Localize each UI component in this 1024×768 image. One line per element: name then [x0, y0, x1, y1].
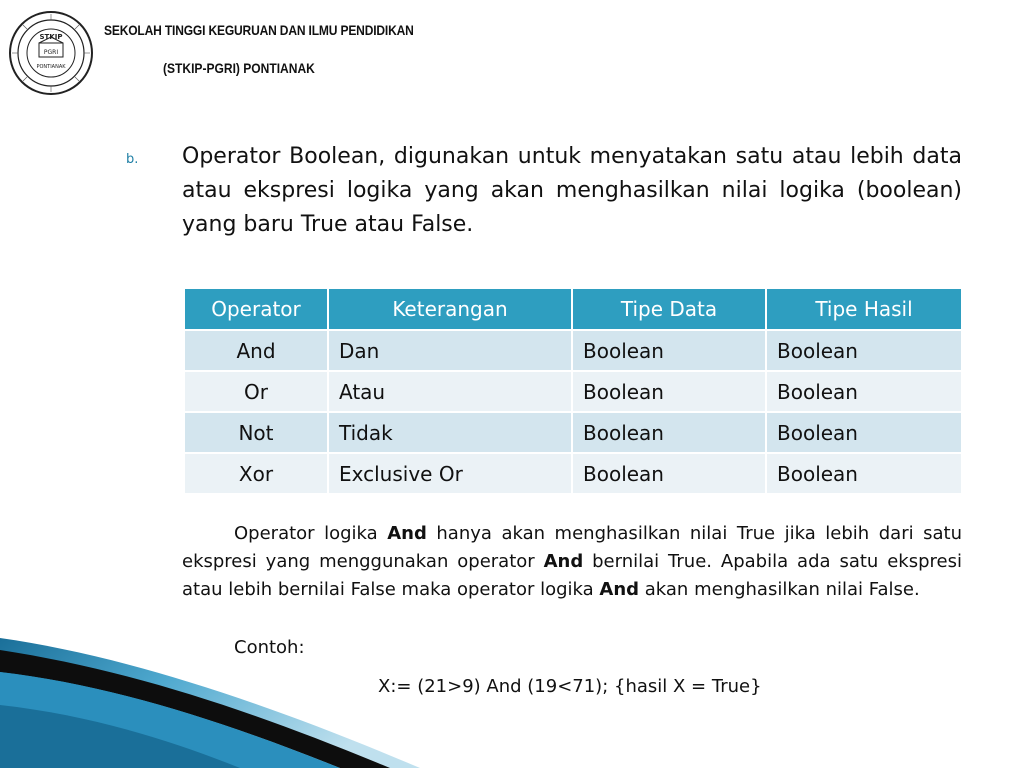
cell-keterangan: Exclusive Or: [328, 453, 572, 494]
cell-tipe-hasil: Boolean: [766, 371, 962, 412]
explanation-part-4: akan menghasilkan nilai False.: [639, 579, 920, 600]
cell-keterangan: Dan: [328, 330, 572, 371]
institution-logo: [8, 10, 94, 96]
logo-text-bottom: PONTIANAK: [36, 64, 66, 70]
explanation-bold-and-1: And: [387, 523, 427, 544]
logo-text-inner: PGRI: [43, 49, 59, 56]
table-row: [184, 453, 962, 494]
cell-tipe-hasil: Boolean: [766, 330, 962, 371]
institution-name: SEKOLAH TINGGI KEGURUAN DAN ILMU PENDIDIKAN: [104, 22, 414, 38]
table-header-row: [184, 288, 962, 330]
table-row: [184, 371, 962, 412]
header-keterangan: Keterangan: [328, 288, 572, 330]
operator-table: [183, 287, 963, 495]
explanation-bold-and-2: And: [543, 551, 584, 572]
bullet-marker: b.: [126, 152, 139, 167]
example-label: Contoh:: [234, 637, 305, 658]
header-tipe-hasil: Tipe Hasil: [766, 288, 962, 330]
logo-text-top: STKIP: [39, 33, 63, 41]
cell-tipe-hasil: Boolean: [766, 453, 962, 494]
decorative-swoosh: [0, 610, 420, 768]
cell-tipe-hasil: Boolean: [766, 412, 962, 453]
explanation-part-1: Operator logika: [234, 523, 388, 544]
cell-operator: And: [184, 330, 328, 371]
cell-operator: Not: [184, 412, 328, 453]
cell-tipe-data: Boolean: [572, 371, 766, 412]
header-operator: Operator: [184, 288, 328, 330]
explanation-part-3: bernilai True. Apabila ada satu ekspresi atau lebih bernilai False maka operator logika: [182, 551, 962, 600]
cell-tipe-data: Boolean: [572, 330, 766, 371]
explanation-bold-and-3: And: [599, 579, 640, 600]
cell-operator: Xor: [184, 453, 328, 494]
table-row: [184, 412, 962, 453]
and-operator-explanation: [182, 520, 962, 604]
institution-seal-icon: [8, 10, 94, 96]
cell-keterangan: Tidak: [328, 412, 572, 453]
cell-tipe-data: Boolean: [572, 412, 766, 453]
term-operator-boolean: Operator Boolean: [182, 144, 379, 169]
header-tipe-data: Tipe Data: [572, 288, 766, 330]
institution-abbrev: (STKIP-PGRI) PONTIANAK: [163, 60, 315, 76]
cell-operator: Or: [184, 371, 328, 412]
boolean-operator-definition: [182, 140, 962, 242]
definition-text: , digunakan untuk menyatakan satu atau lebih data atau ekspresi logika yang akan menghasilkan nilai logika (boolean) yang baru True atau False.: [182, 144, 962, 237]
explanation-part-2: hanya akan menghasilkan nilai True jika lebih dari satu ekspresi yang menggunakan operator: [182, 523, 962, 572]
example-code: X:= (21>9) And (19<71); {hasil X = True}: [378, 676, 762, 697]
cell-keterangan: Atau: [328, 371, 572, 412]
cell-tipe-data: Boolean: [572, 453, 766, 494]
table-row: [184, 330, 962, 371]
